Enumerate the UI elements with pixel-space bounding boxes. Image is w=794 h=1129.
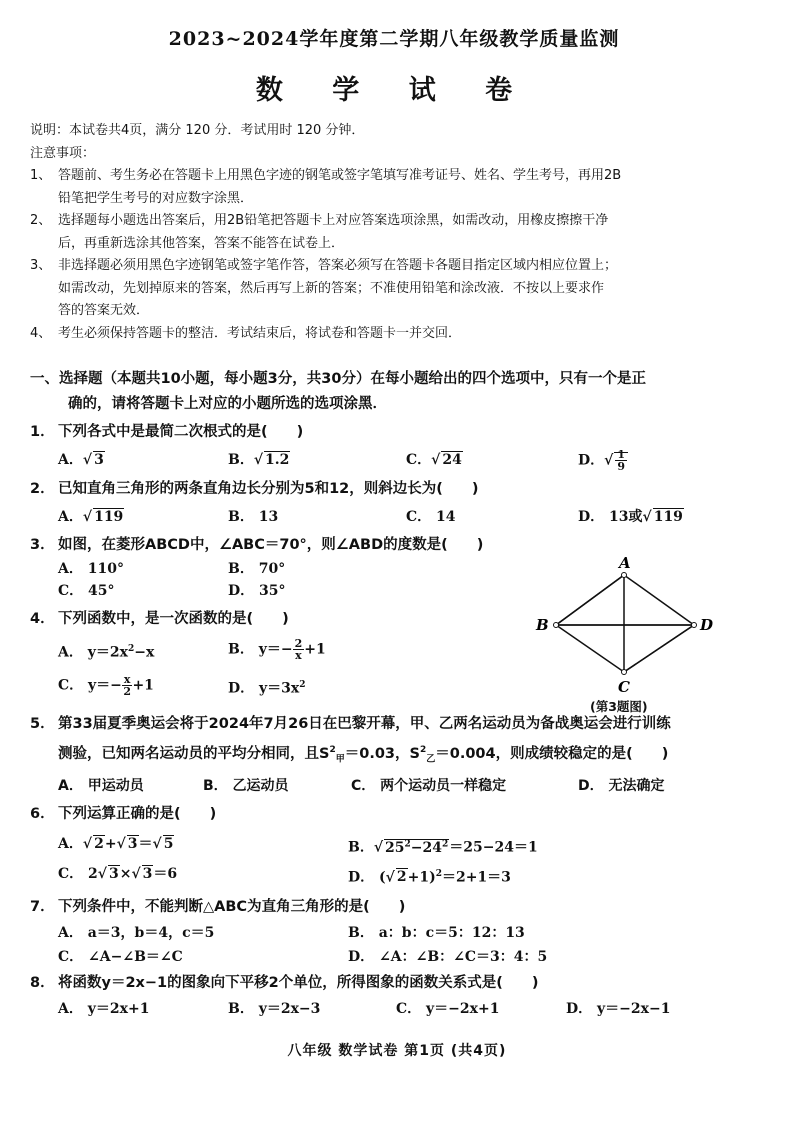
option-c: C． ∠A−∠B＝∠C — [58, 949, 183, 966]
option-label: A． — [58, 836, 83, 853]
vertex-b — [554, 623, 559, 628]
option-d: D． ∠A：∠B：∠C＝3：4：5 — [348, 949, 548, 966]
option-a — [58, 449, 228, 472]
label-d: D — [700, 616, 714, 634]
exponent: 2 — [435, 868, 442, 879]
exponent: 2 — [404, 839, 411, 850]
denominator: 2 — [123, 684, 131, 698]
exponent: 2 — [329, 745, 336, 756]
numerator: x — [123, 672, 131, 686]
option-c: C． 45° — [58, 583, 115, 599]
sqrt-symbol: √ — [253, 452, 264, 468]
radicand: 5 — [163, 836, 174, 853]
fraction — [293, 638, 305, 661]
sqrt-symbol: √ — [604, 452, 614, 469]
question-stem-line2 — [30, 737, 758, 773]
note-line: 考生必须保持答题卡的整洁．考试结束后，将试卷和答题卡一并交回． — [58, 325, 462, 341]
option-b: B． 乙运动员 — [203, 778, 289, 795]
note-line: 后，再重新选涂其他答案，答案不能答在试卷上． — [58, 235, 345, 251]
vertex-c — [622, 670, 627, 675]
question-number: 8． — [30, 975, 55, 992]
option-d — [578, 449, 628, 472]
radicand: 2 — [94, 836, 104, 853]
radicand: −24 — [410, 839, 443, 856]
rhombus-outline — [556, 575, 694, 672]
note-item — [30, 165, 758, 210]
option-b: B． a：b：c＝5：12：13 — [348, 925, 525, 942]
sqrt-symbol: √ — [82, 509, 93, 525]
option-text: B． y＝− — [228, 641, 293, 658]
sqrt-symbol: √ — [131, 865, 141, 882]
sqrt-symbol: √ — [385, 869, 395, 886]
rhombus-shape — [556, 575, 694, 672]
option-d: D． y＝−2x−1 — [566, 1001, 671, 1018]
question-stem: 已知直角三角形的两条直角边长分别为5和12，则斜边长为( ) — [58, 481, 479, 497]
operator: × — [119, 865, 132, 882]
numerator: 1 — [617, 448, 625, 461]
page-footer: 八年级 数学试卷 第1页 (共4页) — [287, 1043, 507, 1059]
question-number: 6． — [30, 806, 55, 823]
sqrt-symbol: √ — [116, 836, 126, 853]
question-number: 2． — [30, 481, 55, 497]
option-b — [228, 638, 326, 664]
option-label: A． — [58, 509, 83, 525]
exponent: 2 — [442, 839, 449, 850]
option-a: A． y＝2x+1 — [58, 1001, 150, 1018]
question-7 — [30, 896, 758, 968]
question-number: 1． — [30, 424, 55, 440]
sqrt-symbol: √ — [152, 836, 162, 853]
exam-header: 2023~2024学年度第二学期八年级教学质量监测 — [168, 28, 620, 50]
option-c: C． 14 — [406, 509, 456, 525]
note-line: 选择题每小题选出答案后，用2B铅笔把答题卡上对应答案选项涂黑，如需改动，用橡皮擦擦干净 — [58, 213, 609, 228]
option-text: ＝25−24＝1 — [449, 839, 538, 856]
sqrt-symbol: √ — [642, 509, 652, 525]
fraction — [615, 449, 627, 472]
exponent: 2 — [419, 745, 427, 756]
question-stem: 下列函数中，是一次函数的是( ) — [58, 611, 289, 627]
section-line: 确的，请将答题卡上对应的小题所选的选项涂黑． — [68, 396, 387, 412]
question-8 — [30, 972, 758, 1020]
note-number: 2、 — [30, 213, 52, 228]
option-text: A． y＝2x — [58, 644, 128, 661]
question-stem: 下列各式中是最简二次根式的是( ) — [58, 424, 304, 440]
option-b: B． 70° — [228, 561, 286, 577]
option-c — [58, 863, 348, 889]
option-d — [578, 506, 684, 528]
note-item — [30, 210, 758, 255]
option-b — [228, 449, 406, 472]
stem-text: ＝0.004，则成绩较稳定的是( ) — [435, 746, 669, 763]
note-number: 4、 — [30, 325, 52, 341]
question-1 — [30, 421, 758, 472]
question-stem: 如图，在菱形ABCD中，∠ABC＝70°，则∠ABD的度数是( ) — [58, 537, 484, 553]
radicand: 3 — [94, 452, 104, 468]
option-b — [348, 833, 538, 859]
subscript: 乙 — [426, 755, 436, 766]
note-line: 答的答案无效． — [58, 303, 150, 318]
note-line: 非选择题必须用黑色字迹钢笔或签字笔作答，答案必须写在答题卡各题目指定区域内相应位置上； — [58, 258, 618, 273]
subscript: 甲 — [335, 755, 345, 766]
question-stem: 第33届夏季奥运会将于2024年7月26日在巴黎开幕，甲、乙两名运动员为备战奥运会进行训练 — [58, 716, 671, 733]
option-a — [58, 833, 348, 859]
fraction — [122, 674, 133, 697]
option-d: D． 无法确定 — [578, 778, 665, 795]
numerator: 2 — [294, 637, 303, 650]
label-c: C — [618, 678, 630, 696]
note-item — [30, 255, 758, 323]
option-c — [58, 674, 228, 700]
radicand: 119 — [94, 509, 124, 525]
sqrt-symbol: √ — [82, 452, 93, 468]
note-number: 1、 — [30, 168, 52, 183]
option-d — [348, 863, 511, 889]
radicand: 3 — [127, 836, 138, 853]
rhombus-figure — [528, 555, 718, 720]
option-a — [58, 638, 228, 664]
exponent: 2 — [299, 679, 306, 690]
question-number: 7． — [30, 899, 55, 916]
option-text: +1) — [407, 869, 436, 886]
option-d: D． 35° — [228, 583, 286, 599]
question-number: 4． — [30, 611, 55, 627]
label-b: B — [536, 616, 549, 634]
section-line: 一、选择题（本题共10小题，每小题3分，共30分）在每小题给出的四个选项中，只有一个是正 — [30, 371, 646, 387]
instructions — [30, 120, 758, 345]
option-a: A． 110° — [58, 561, 124, 577]
notes-heading: 注意事项： — [30, 145, 96, 161]
option-text: C． y＝− — [58, 677, 122, 694]
sqrt-symbol: √ — [373, 839, 384, 856]
question-stem: 下列运算正确的是( ) — [58, 806, 217, 823]
option-text: −x — [134, 644, 155, 661]
option-c: C． 两个运动员一样稳定 — [351, 778, 507, 795]
exam-title: 数 学 试 卷 — [255, 75, 533, 106]
question-5 — [30, 711, 758, 797]
option-c — [406, 449, 578, 472]
note-line: 铅笔把学生考号的对应数字涂黑． — [58, 190, 254, 206]
option-label: C． 2 — [58, 865, 98, 882]
option-label: B． — [348, 839, 374, 856]
operator: ＝ — [138, 836, 153, 853]
option-label: D． — [578, 452, 605, 469]
note-number: 3、 — [30, 258, 52, 273]
stem-text: ＝0.03，S — [344, 746, 420, 763]
question-number: 5． — [30, 716, 55, 733]
option-label: A． — [58, 452, 83, 468]
option-text: +1 — [304, 641, 326, 658]
option-label: D． ( — [348, 869, 386, 886]
intro-line: 说明：本试卷共4页，满分 120 分．考试用时 120 分钟． — [30, 123, 365, 138]
sqrt-symbol: √ — [82, 836, 93, 853]
vertex-d — [692, 623, 697, 628]
section-heading — [30, 367, 758, 417]
radicand: 3 — [142, 865, 153, 882]
question-stem: 下列条件中，不能判断△ABC为直角三角形的是( ) — [58, 899, 406, 916]
option-text: ＝2+1＝3 — [441, 869, 511, 886]
figure-caption: (第3题图) — [590, 699, 648, 714]
option-d — [228, 674, 306, 700]
radicand: 2 — [396, 869, 407, 886]
radicand: 3 — [108, 865, 119, 882]
stem-text: 测验，已知两名运动员的平均分相同，且S — [58, 746, 330, 763]
radicand: 24 — [442, 452, 462, 468]
vertex-a — [622, 573, 627, 578]
option-b: B． 13 — [228, 509, 279, 525]
option-text: D． y＝3x — [228, 680, 300, 697]
option-label: D． 13或 — [578, 509, 643, 525]
label-a: A — [619, 555, 631, 572]
radicand: 1.2 — [265, 452, 290, 468]
radicand: 119 — [653, 509, 683, 525]
option-a — [58, 506, 228, 528]
question-2 — [30, 478, 758, 528]
question-stem: 将函数y＝2x−1的图象向下平移2个单位，所得图象的函数关系式是( ) — [58, 975, 539, 992]
radicand: 25 — [385, 839, 405, 856]
sqrt-symbol: √ — [431, 452, 441, 468]
option-a: A． a＝3，b＝4，c＝5 — [58, 925, 215, 942]
option-b: B． y＝2x−3 — [228, 1001, 321, 1018]
option-label: B． — [228, 452, 254, 468]
option-a: A． 甲运动员 — [58, 778, 144, 795]
denominator: 9 — [617, 460, 625, 473]
note-line: 如需改动，先划掉原来的答案，然后再写上新的答案；不准使用铅笔和涂改液．不按以上要求作 — [58, 280, 605, 296]
option-text: ＝6 — [153, 865, 178, 882]
option-label: C． — [406, 452, 432, 468]
sqrt-symbol: √ — [97, 865, 107, 882]
note-item — [30, 323, 758, 346]
question-6 — [30, 803, 758, 888]
option-c: C． y＝−2x+1 — [396, 1001, 500, 1018]
option-text: +1 — [132, 677, 154, 694]
exponent: 2 — [127, 644, 135, 654]
operator: + — [104, 836, 117, 853]
question-number: 3． — [30, 537, 55, 553]
note-line: 答题前、考生务必在答题卡上用黑色字迹的钢笔或签字笔填写准考证号、姓名、学生考号，再用2B — [58, 168, 622, 183]
denominator: x — [295, 649, 302, 662]
